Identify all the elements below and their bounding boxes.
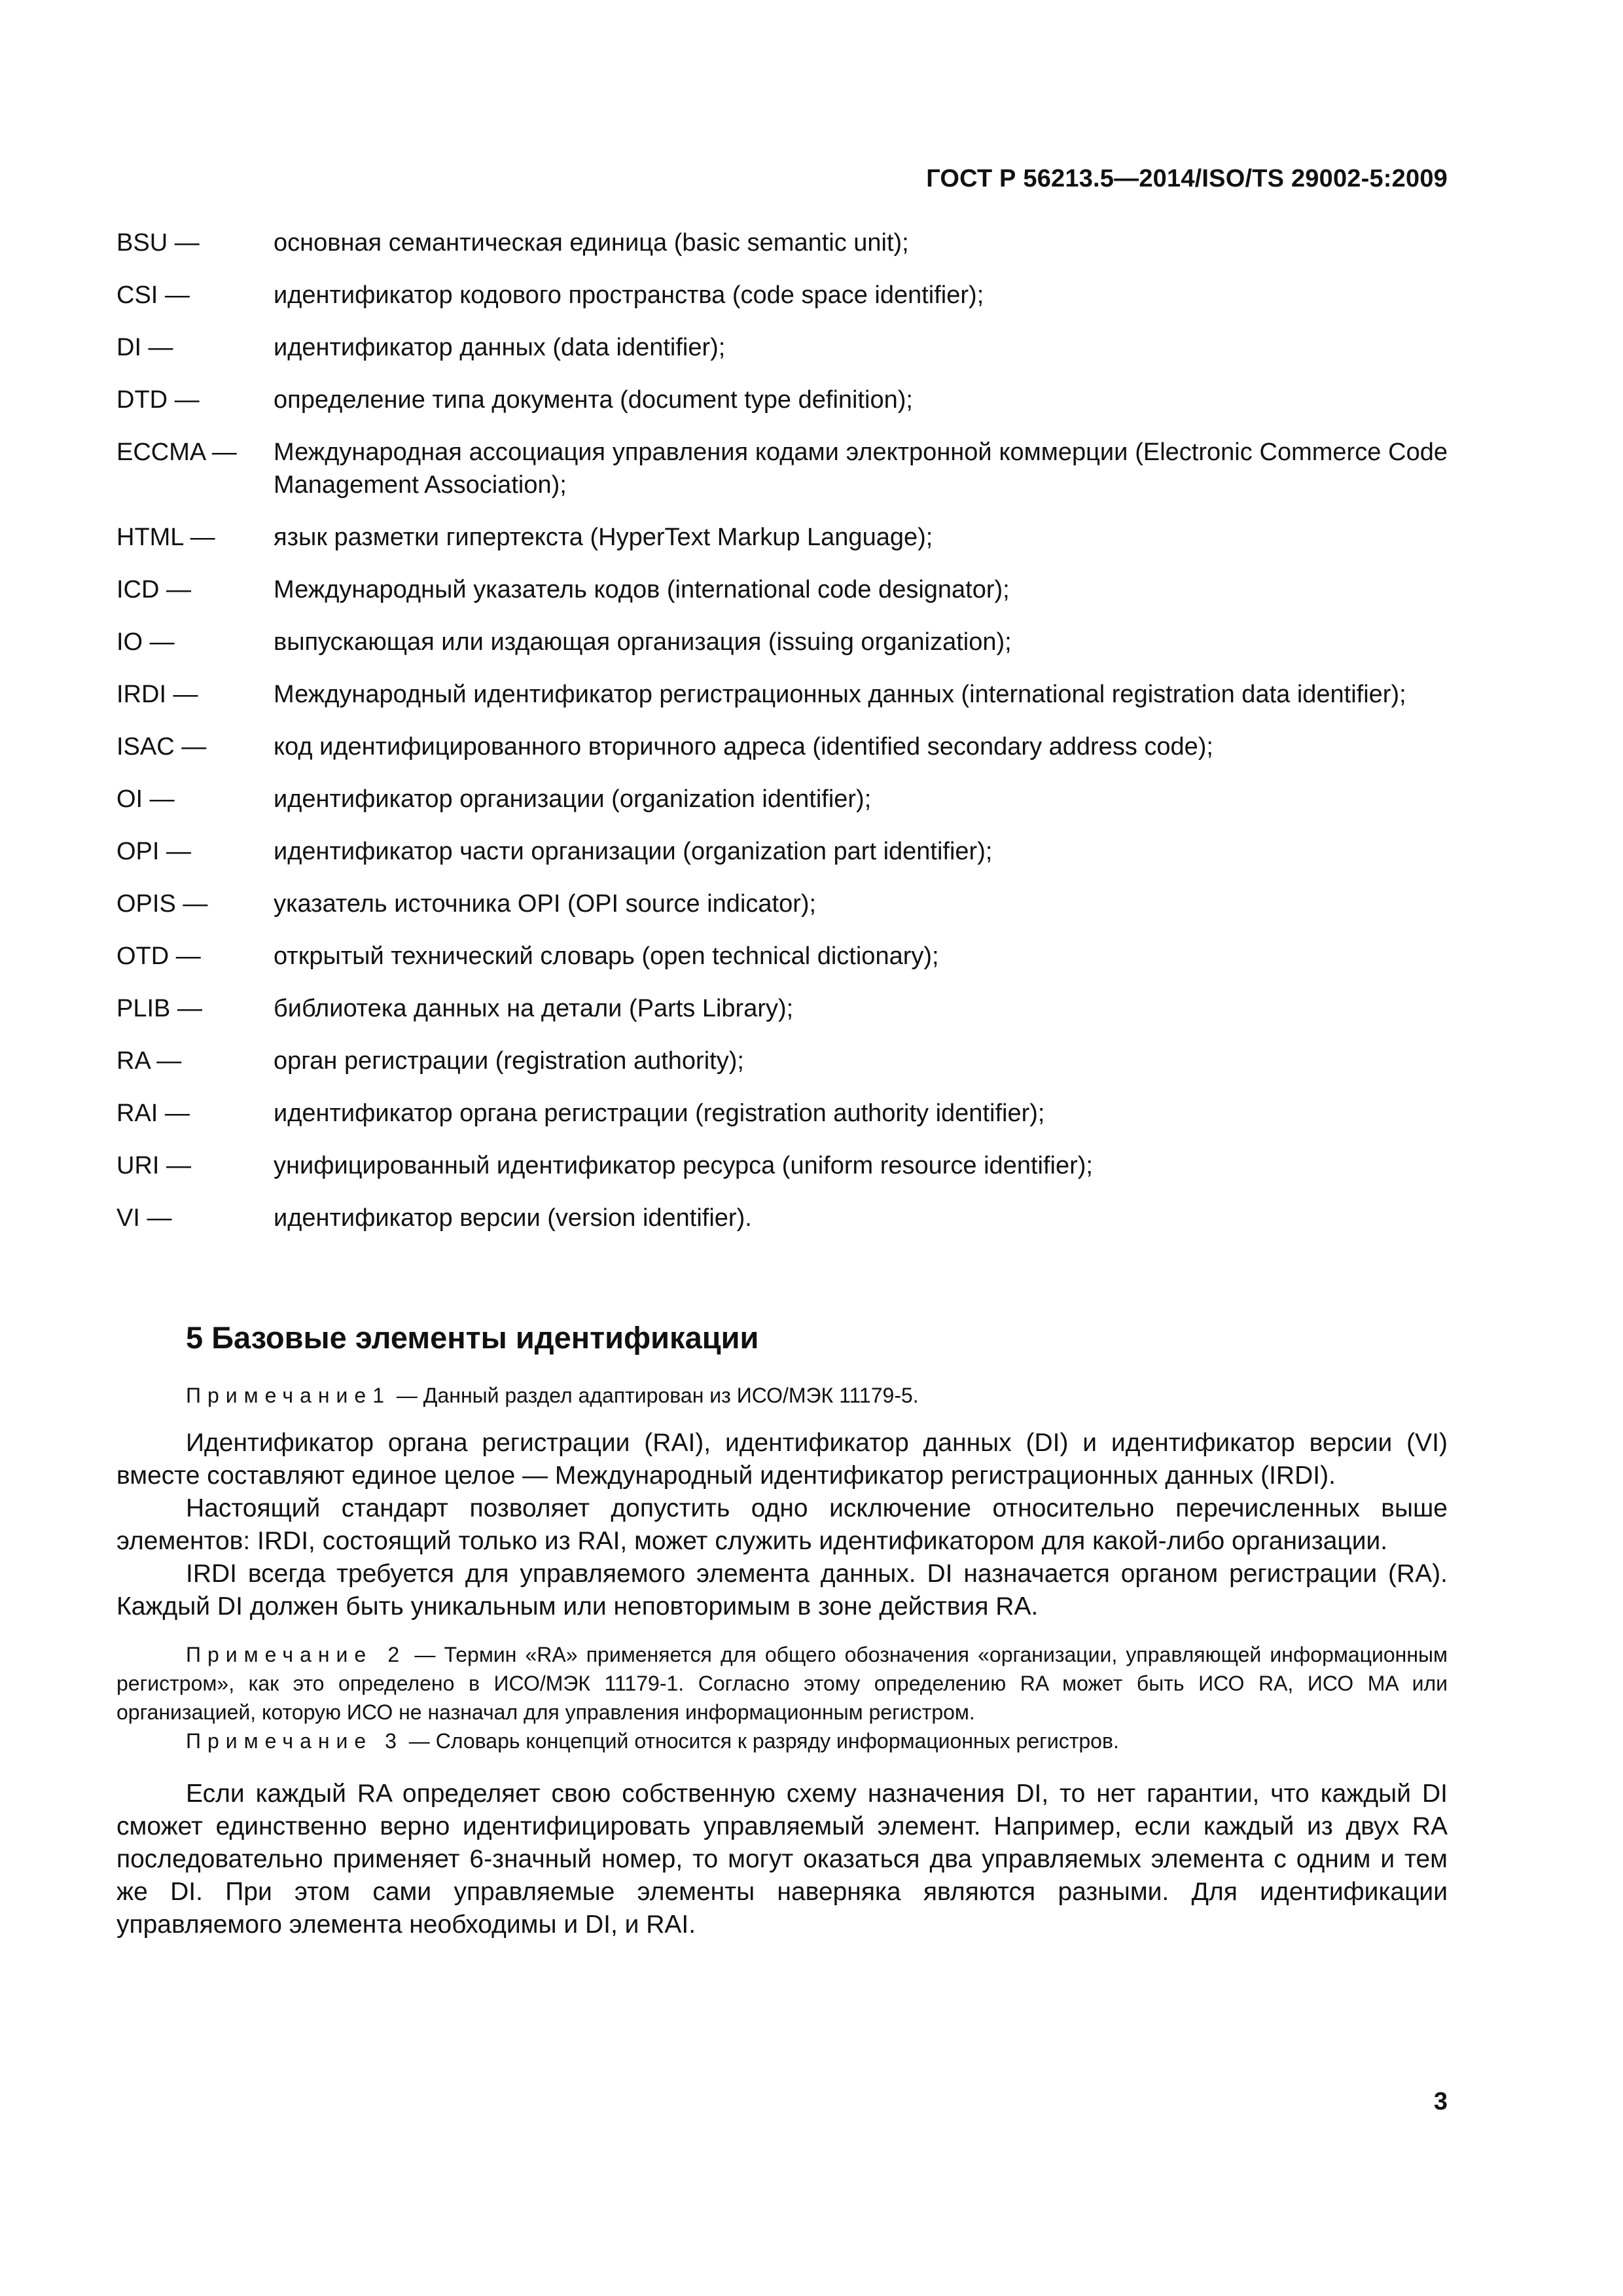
abbreviation-row (116, 835, 1448, 868)
abbreviation-term: CSI — (116, 281, 190, 309)
body-paragraph: Настоящий стандарт позволяет допустить одно исключение относительно перечисленных выше элементов: IRDI, состоящий только из RAI, может служить идентификатором для какой-либо организации. (116, 1494, 1448, 1555)
abbreviation-term: DTD — (116, 386, 200, 414)
section-body (116, 1381, 1448, 1941)
abbreviation-term: DI — (116, 334, 173, 361)
abbreviation-term: BSU — (116, 229, 200, 257)
abbreviations-list (116, 226, 1448, 1254)
section-heading: 5 Базовые элементы идентификации (186, 1320, 759, 1355)
abbreviation-definition: идентификатор организации (organization identifier); (274, 785, 872, 813)
body-paragraph: Идентификатор органа регистрации (RAI), идентификатор данных (DI) и идентификатор версии (VI) вместе составляют единое целое — Международный идентификатор регистрационных данных (IRDI). (116, 1429, 1448, 1490)
abbreviation-row (116, 678, 1448, 711)
abbreviation-definition: Международный указатель кодов (international code designator); (274, 576, 1010, 603)
abbreviation-term: ICD — (116, 576, 191, 603)
note-label: Примечание1 (186, 1384, 391, 1407)
abbreviation-term: URI — (116, 1152, 191, 1179)
abbreviation-term: OI — (116, 785, 175, 813)
abbreviation-definition: орган регистрации (registration authority); (274, 1047, 744, 1075)
abbreviation-term: ISAC — (116, 733, 207, 761)
abbreviation-row (116, 279, 1448, 312)
note-1 (116, 1381, 1448, 1410)
abbreviation-definition: библиотека данных на детали (Parts Library); (274, 995, 794, 1022)
abbreviation-term: IO — (116, 628, 175, 656)
abbreviation-row (116, 1045, 1448, 1077)
abbreviation-row (116, 626, 1448, 658)
abbreviation-row (116, 1097, 1448, 1130)
abbreviation-row (116, 226, 1448, 259)
abbreviation-term: ECCMA — (116, 439, 237, 466)
abbreviation-term: OPI — (116, 838, 192, 865)
note-text: — Данный раздел адаптирован из ИСО/МЭК 11179-5. (391, 1384, 919, 1407)
note-label: Примечание 3 (186, 1729, 403, 1753)
note-3 (116, 1727, 1448, 1755)
abbreviation-row (116, 573, 1448, 606)
abbreviation-term: RA — (116, 1047, 182, 1075)
abbreviation-definition: Международная ассоциация управления кодами электронной коммерции (Electronic Commerce Code Management Association); (274, 439, 1448, 499)
abbreviation-row (116, 384, 1448, 416)
note-text: — Термин «RA» применяется для общего обозначения «организации, управляющей информационным регистром», как это определено в ИСО/МЭК 11179-1. Согласно этому определению RA может быть ИСО RA, ИСО MA или организацией, которую ИСО не назначал для управления информационным регистром. (116, 1643, 1448, 1724)
abbreviation-definition: код идентифицированного вторичного адреса (identified secondary address code); (274, 733, 1213, 761)
abbreviation-definition: идентификатор данных (data identifier); (274, 334, 726, 361)
abbreviation-row (116, 1149, 1448, 1182)
abbreviation-row (116, 940, 1448, 973)
document-code-header: ГОСТ Р 56213.5—2014/ISO/TS 29002-5:2009 (926, 165, 1448, 192)
abbreviation-row (116, 436, 1448, 501)
abbreviation-term: OTD — (116, 942, 201, 970)
abbreviation-definition: основная семантическая единица (basic semantic unit); (274, 229, 909, 257)
note-2 (116, 1640, 1448, 1727)
abbreviation-term: OPIS — (116, 890, 208, 918)
body-paragraph: Если каждый RA определяет свою собственную схему назначения DI, то нет гарантии, что каждый DI сможет единственно верно идентифицировать управляемый элемент. Например, если каждый из двух RA последовательно применяет 6-значный номер, то могут оказаться два управляемых элемента с одним и тем же DI. При этом сами управляемые элементы наверняка являются разными. Для идентификации управляемого элемента необходимы и DI, и RAI. (116, 1780, 1448, 1939)
abbreviation-term: IRDI — (116, 681, 198, 708)
abbreviation-definition: определение типа документа (document type definition); (274, 386, 913, 414)
abbreviation-row (116, 521, 1448, 554)
abbreviation-row (116, 992, 1448, 1025)
abbreviation-definition: указатель источника OPI (OPI source indicator); (274, 890, 817, 918)
note-text: — Словарь концепций относится к разряду информационных регистров. (402, 1729, 1119, 1753)
abbreviation-row (116, 730, 1448, 763)
abbreviation-definition: открытый технический словарь (open technical dictionary); (274, 942, 939, 970)
abbreviation-definition: унифицированный идентификатор ресурса (uniform resource identifier); (274, 1152, 1093, 1179)
note-label: Примечание 2 (186, 1643, 406, 1666)
abbreviation-term: PLIB — (116, 995, 202, 1022)
page-number: 3 (1433, 2088, 1448, 2115)
abbreviation-row (116, 1202, 1448, 1234)
abbreviation-definition: идентификатор версии (version identifier). (274, 1204, 752, 1232)
abbreviation-definition: выпускающая или издающая организация (issuing organization); (274, 628, 1012, 656)
body-paragraph: IRDI всегда требуется для управляемого элемента данных. DI назначается органом регистрации (RA). Каждый DI должен быть уникальным или неповторимым в зоне действия RA. (116, 1560, 1448, 1621)
abbreviation-definition: идентификатор кодового пространства (code space identifier); (274, 281, 984, 309)
abbreviation-term: VI — (116, 1204, 172, 1232)
abbreviation-definition: идентификатор органа регистрации (registration authority identifier); (274, 1100, 1045, 1127)
abbreviation-term: RAI — (116, 1100, 190, 1127)
abbreviation-row (116, 783, 1448, 816)
abbreviation-row (116, 331, 1448, 364)
abbreviation-definition: язык разметки гипертекста (HyperText Markup Language); (274, 524, 933, 551)
abbreviation-term: HTML — (116, 524, 215, 551)
abbreviation-definition: идентификатор части организации (organization part identifier); (274, 838, 993, 865)
abbreviation-row (116, 888, 1448, 920)
abbreviation-definition: Международный идентификатор регистрационных данных (international registration data identifier); (274, 681, 1406, 708)
